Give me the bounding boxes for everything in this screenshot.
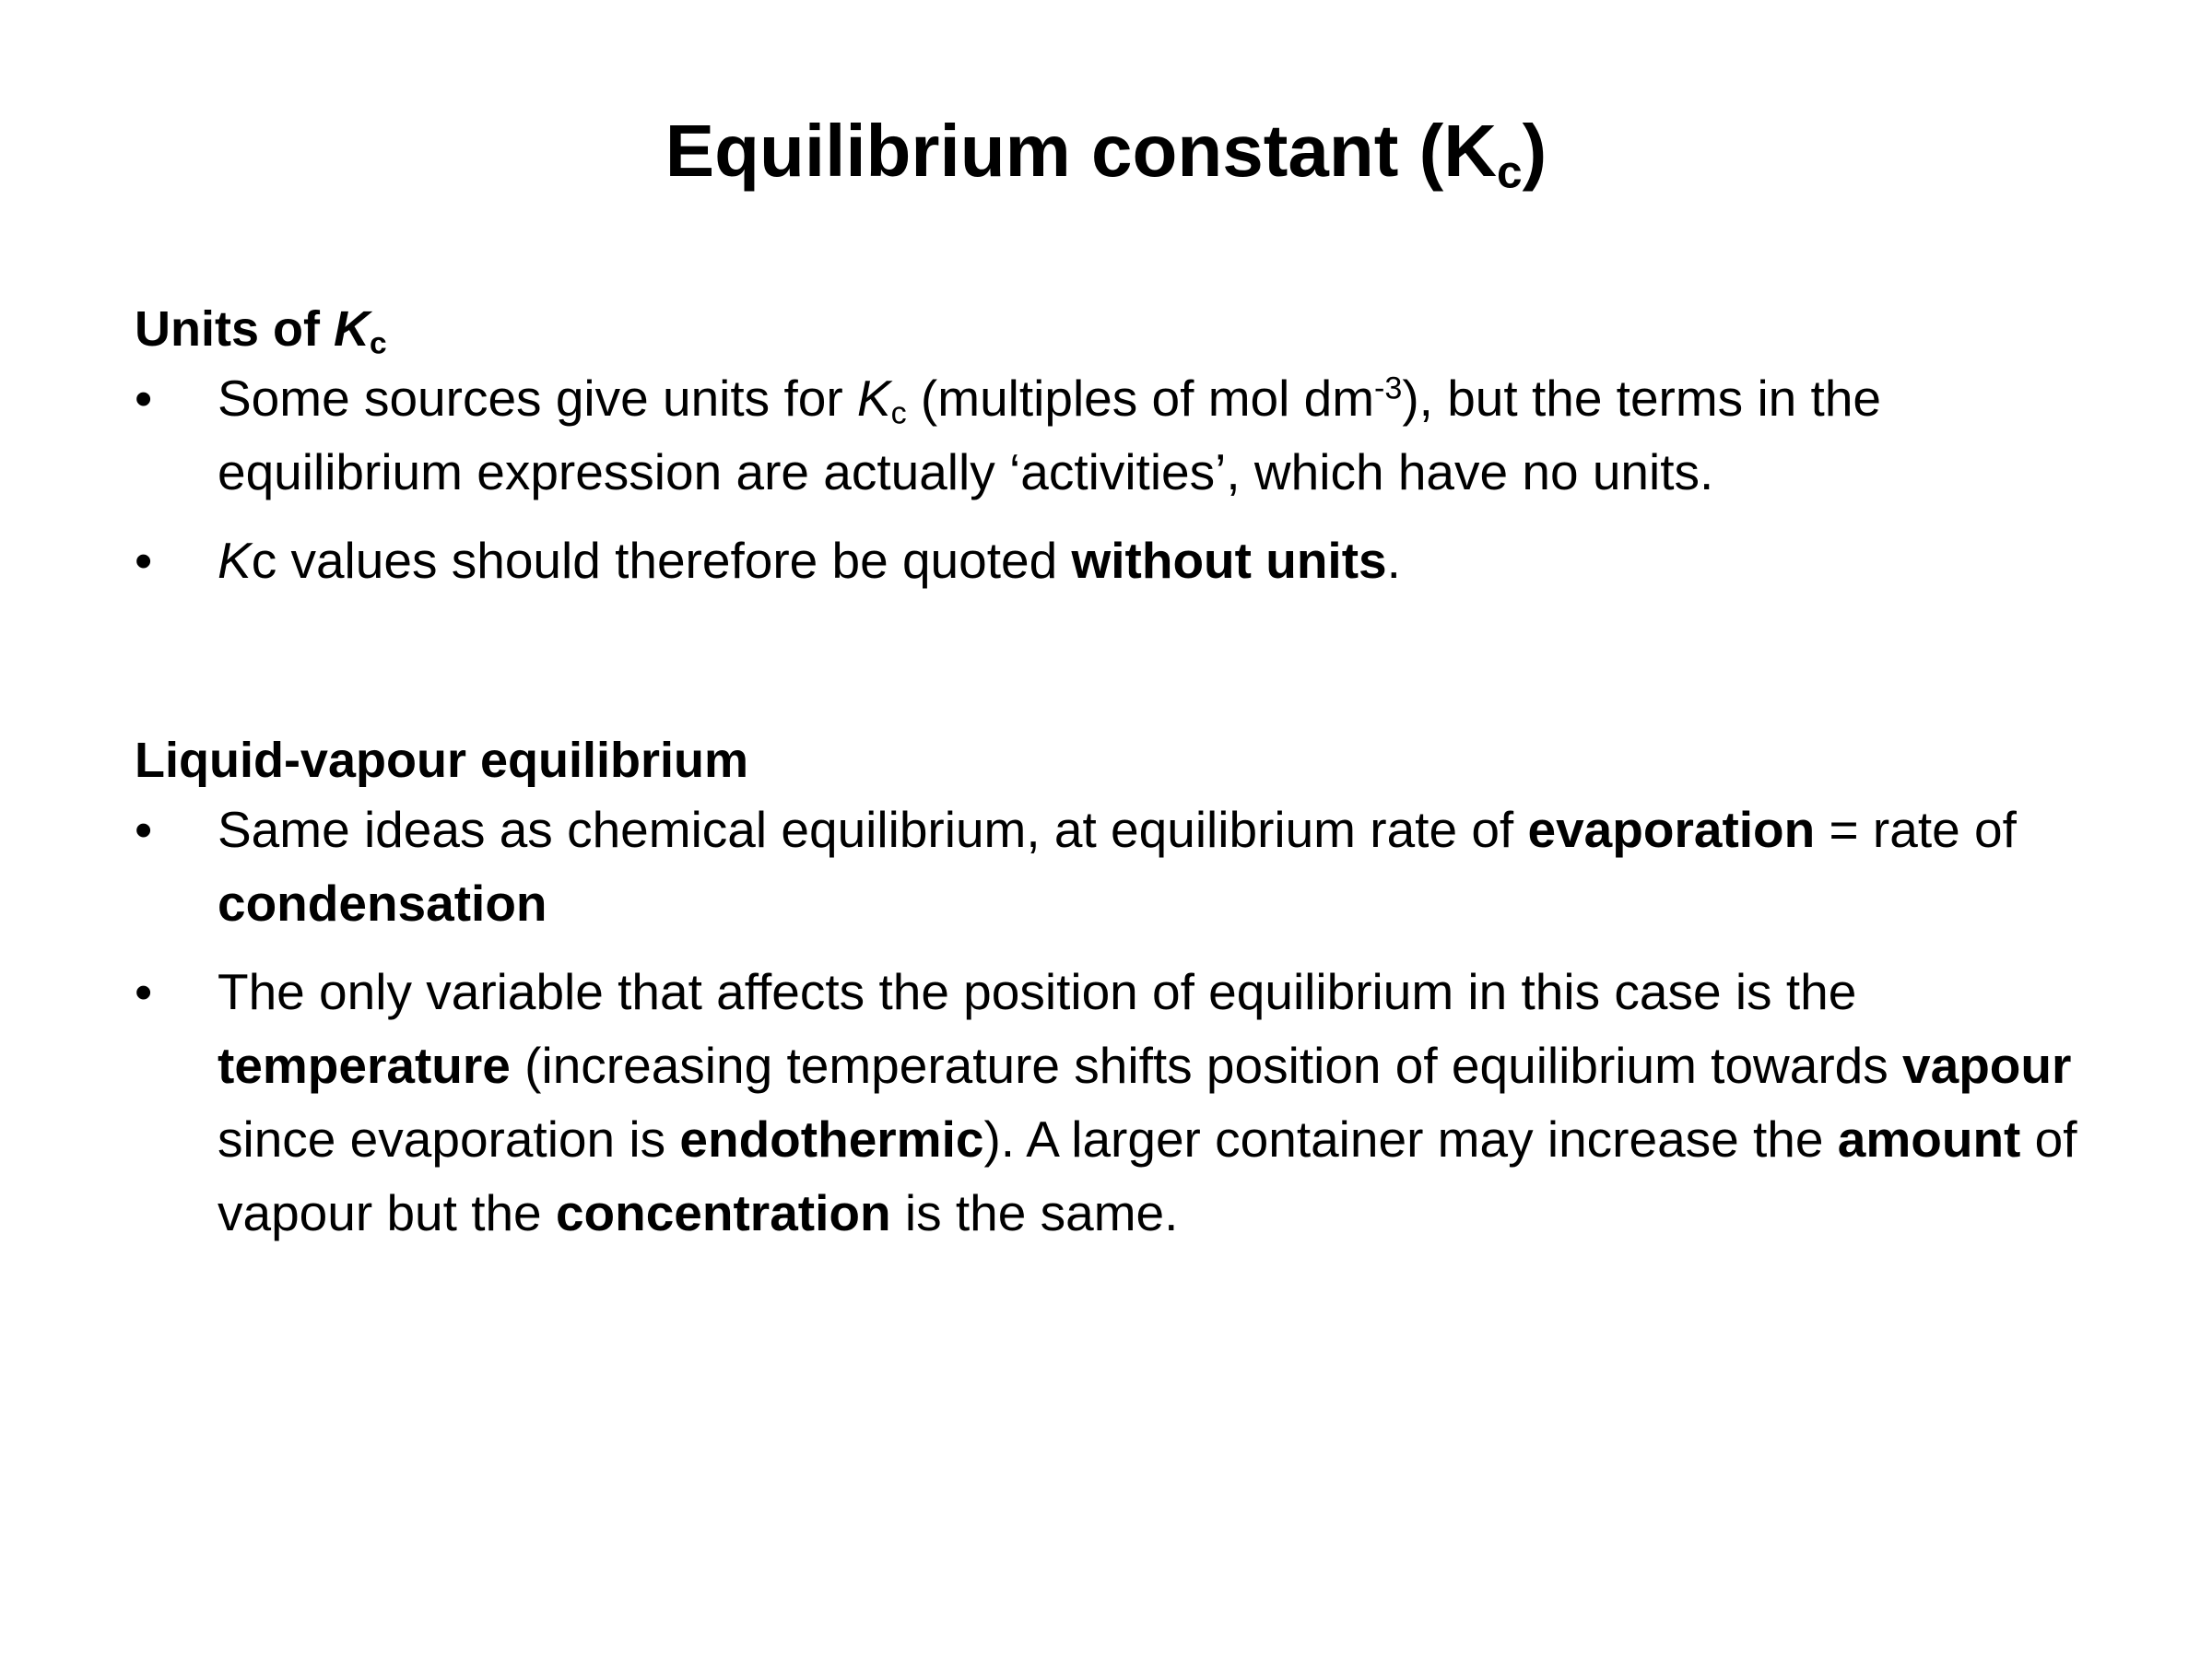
bullet-marker: • (135, 532, 153, 589)
units-bullet-list (135, 361, 2107, 597)
units-bullet-1 (135, 361, 2107, 509)
section-heading-liquid-vapour: Liquid-vapour equilibrium (135, 733, 748, 788)
kc-symbol: K (856, 370, 891, 427)
emphasis: condensation (218, 875, 547, 932)
slide-title (0, 107, 2212, 198)
text-run: of vapour but the (218, 1111, 2077, 1241)
emphasis: temperature (218, 1037, 511, 1094)
section-units-of-kc (135, 297, 2107, 597)
units-superscript: -3 (1374, 370, 1403, 406)
text-run: c values should therefore be quoted (251, 532, 1072, 589)
emphasis: concentration (555, 1184, 891, 1241)
emphasis: endothermic (679, 1111, 984, 1168)
kc-symbol: K (218, 532, 252, 589)
bullet-marker: • (135, 370, 153, 427)
bullet-marker: • (135, 963, 153, 1020)
title-close-paren: ) (1522, 110, 1547, 192)
emphasis: evaporation (1527, 801, 1816, 858)
heading-k-subscript: c (369, 326, 387, 361)
heading-text: Units of (135, 301, 334, 357)
title-subscript: c (1497, 146, 1523, 198)
section-heading-units (135, 297, 2107, 361)
emphasis: amount (1837, 1111, 2021, 1168)
text-run: ). A larger container may increase the (983, 1111, 1838, 1168)
text-run: . (1386, 532, 1401, 589)
liquid-vapour-bullet-list (135, 793, 2107, 1250)
kc-subscript: c (890, 395, 907, 431)
units-bullet-2 (135, 523, 2107, 597)
text-run: The only variable that affects the position of equilibrium in this case is the (218, 963, 1857, 1020)
heading-k: K (333, 301, 370, 357)
section-liquid-vapour (135, 728, 2107, 1250)
liquid-vapour-bullet-1 (135, 793, 2107, 940)
liquid-vapour-bullet-2 (135, 955, 2107, 1250)
emphasis: vapour (1902, 1037, 2072, 1094)
text-run: is the same. (890, 1184, 1179, 1241)
text-run: since evaporation is (218, 1111, 680, 1168)
text-run: (increasing temperature shifts position of equilibrium towards (510, 1037, 1903, 1094)
text-run: Some sources give units for (218, 370, 857, 427)
title-text: Equilibrium constant (K (665, 110, 1497, 192)
emphasis: without units (1071, 532, 1387, 589)
bullet-marker: • (135, 801, 153, 858)
text-run: (multiples of mol dm (906, 370, 1375, 427)
text-run: ), but the terms in the equilibrium expression are actually ‘activities’, which have no units. (218, 370, 1882, 500)
text-run: = rate of (1815, 801, 2017, 858)
text-run: Same ideas as chemical equilibrium, at equilibrium rate of (218, 801, 1528, 858)
